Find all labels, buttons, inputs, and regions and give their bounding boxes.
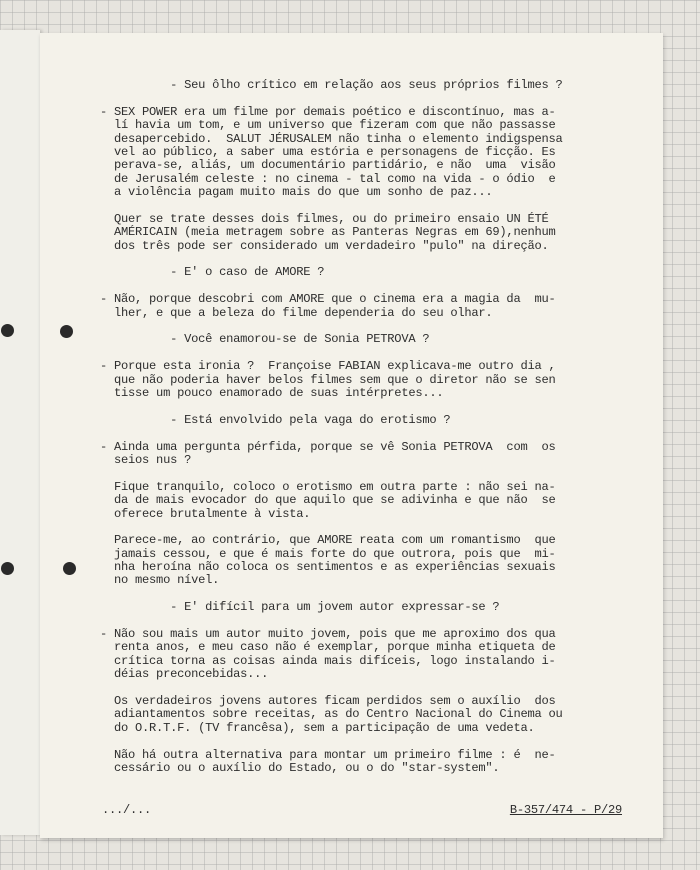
text-line: Os verdadeiros jovens autores ficam perdidos sem o auxílio dos: [100, 693, 556, 708]
blank-line: [100, 615, 620, 628]
blank-line: [100, 92, 620, 105]
text-line: nha heroína não coloca os sentimentos e as experiências sexuais: [100, 560, 556, 575]
blank-line: [100, 320, 620, 333]
text-line: Não há outra alternativa para montar um primeiro filme : é ne-: [100, 747, 556, 762]
blank-line: [100, 253, 620, 266]
text-line: desapercebido. SALUT JÉRUSALEM não tinha o elemento indigspensa: [100, 131, 563, 146]
text-line: - Está envolvido pela vaga do erotismo ?: [100, 412, 451, 427]
punch-hole-left-1: [1, 324, 14, 337]
text-line: AMÉRICAIN (meia metragem sobre as Panteras Negras em 69),nenhum: [100, 225, 556, 240]
punch-hole-2: [63, 562, 76, 575]
text-line: jamais cessou, e que é mais forte do que outrora, pois que mi-: [100, 546, 556, 561]
text-line: oferece brutalmente à vista.: [100, 506, 311, 521]
blank-line: [100, 588, 620, 601]
text-line: - Porque esta ironia ? Françoise FABIAN explicava-me outro dia ,: [100, 359, 556, 374]
blank-line: [100, 280, 620, 293]
text-line: renta anos, e meu caso não é exemplar, porque minha etiqueta de: [100, 640, 556, 655]
text-line: - E' difícil para um jovem autor expressar-se ?: [100, 600, 500, 615]
text-line: do O.R.T.F. (TV francêsa), sem a participação de uma vedeta.: [100, 720, 535, 735]
text-line: cessário ou o auxílio do Estado, ou o do "star-system".: [100, 760, 500, 775]
blank-line: [100, 735, 620, 748]
typed-text-body: [100, 79, 620, 775]
text-line: - Não sou mais um autor muito jovem, pois que me aproximo dos qua: [100, 627, 556, 642]
continuation-mark: .../...: [102, 803, 152, 817]
blank-line: [100, 400, 620, 413]
text-line: perava-se, aliás, um documentário partidário, e não uma visão: [100, 158, 556, 173]
blank-line: [100, 347, 620, 360]
text-line: a violência pagam muito mais do que um sonho de paz...: [100, 185, 493, 200]
document-reference: B-357/474 - P/29: [509, 803, 622, 817]
text-line: dos três pode ser considerado um verdadeiro "pulo" na direção.: [100, 238, 549, 253]
text-line: lí havia um tom, e um universo que fizeram com que não passasse: [100, 118, 556, 133]
text-line: adiantamentos sobre receitas, as do Centro Nacional do Cinema ou: [100, 707, 563, 722]
punch-hole-left-2: [1, 562, 14, 575]
text-line: tisse um pouco enamorado de suas intérpretes...: [100, 385, 444, 400]
blank-line: [100, 682, 620, 695]
text-line: seios nus ?: [100, 452, 192, 467]
text-line: - Ainda uma pergunta pérfida, porque se vê Sonia PETROVA com os: [100, 439, 556, 454]
text-line: - Seu ôlho crítico em relação aos seus próprios filmes ?: [100, 78, 563, 92]
text-line: - SEX POWER era um filme por demais poético e discontínuo, mas a-: [100, 104, 556, 119]
text-line: - Não, porque descobri com AMORE que o cinema era a magia da mu-: [100, 292, 556, 307]
blank-line: [100, 200, 620, 213]
text-line: no mesmo nível.: [100, 573, 220, 588]
text-line: da de mais evocador do que aquilo que se adivinha e que não se: [100, 493, 556, 508]
text-line: déias preconcebidas...: [100, 667, 269, 682]
text-line: que não poderia haver belos filmes sem que o diretor não se sen: [100, 372, 556, 387]
text-line: crítica torna as coisas ainda mais difíceis, logo instalando i-: [100, 653, 556, 668]
blank-line: [100, 467, 620, 480]
punch-hole-1: [60, 325, 73, 338]
text-line: Quer se trate desses dois filmes, ou do primeiro ensaio UN ÉTÉ: [100, 211, 549, 226]
text-line: - E' o caso de AMORE ?: [100, 265, 325, 280]
text-line: de Jerusalém celeste : no cinema - tal como na vida - o ódio e: [100, 171, 556, 186]
text-line: Parece-me, ao contrário, que AMORE reata com um romantismo que: [100, 533, 556, 548]
text-line: lher, e que a beleza do filme dependeria do seu olhar.: [100, 305, 493, 320]
facing-page-edge: [0, 30, 40, 835]
text-line: - Você enamorou-se de Sonia PETROVA ?: [100, 332, 430, 347]
document-page: [40, 33, 663, 838]
blank-line: [100, 427, 620, 440]
text-line: Fique tranquilo, coloco o erotismo em outra parte : não sei na-: [100, 479, 556, 494]
blank-line: [100, 521, 620, 534]
text-line: vel ao público, a saber uma estória e personagens de ficção. Es: [100, 144, 556, 159]
